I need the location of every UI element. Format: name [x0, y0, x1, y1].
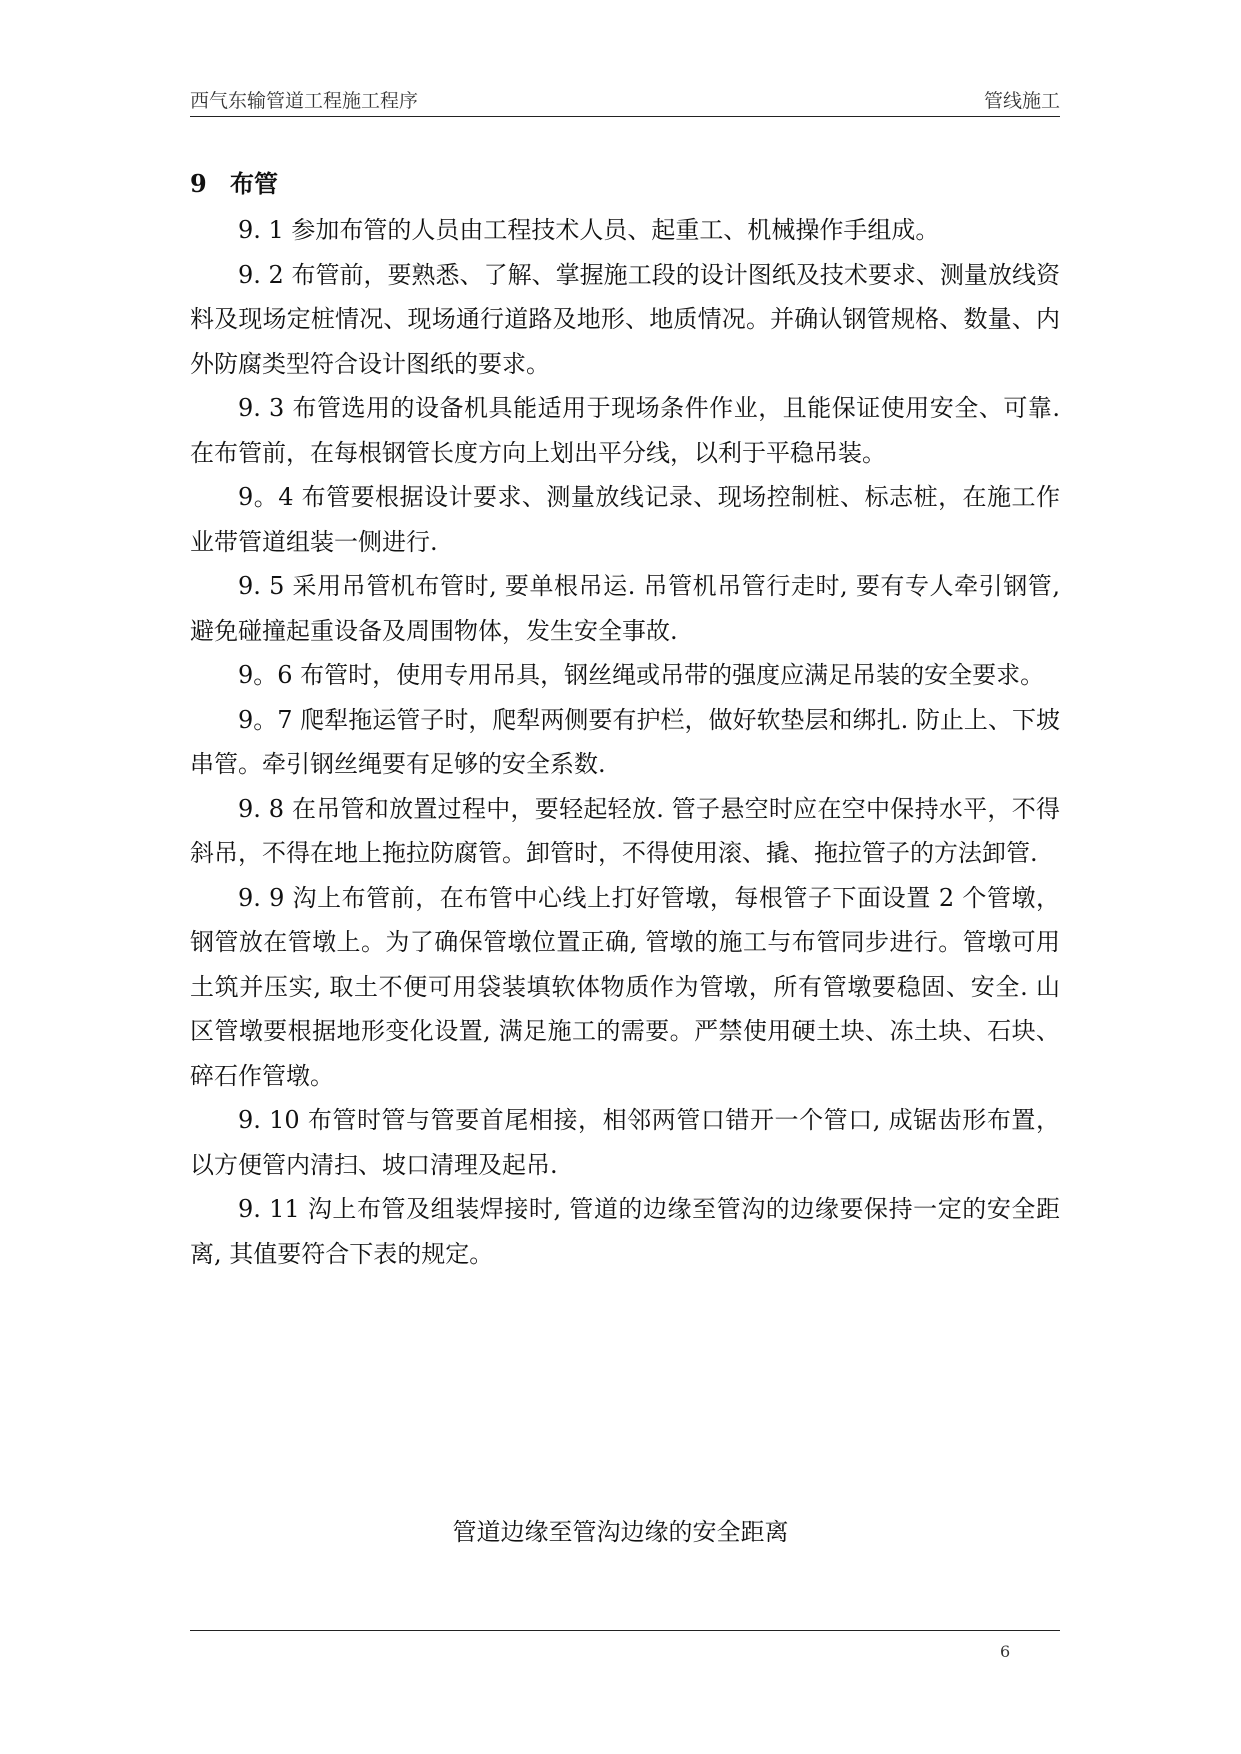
- paragraph-9-9: 9. 9 沟上布管前，在布管中心线上打好管墩，每根管子下面设置 2 个管墩，钢管放在管墩上。为了确保管墩位置正确, 管墩的施工与布管同步进行。管墩可用土筑并压实, 取土不便可用袋装填软体物质作为管墩，所有管墩要稳固、安全. 山区管墩要根据地形变化设置, 满足施工的需要。严禁使用硬土块、冻土块、石块、碎石作管墩。: [190, 883, 1060, 1090]
- paragraph-9-8: 9. 8 在吊管和放置过程中，要轻起轻放. 管子悬空时应在空中保持水平，不得斜吊，不得在地上拖拉防腐管。卸管时，不得使用滚、撬、拖拉管子的方法卸管.: [190, 794, 1060, 867]
- page-body: [190, 162, 1060, 1276]
- table-caption: 管道边缘至管沟边缘的安全距离: [452, 1518, 789, 1546]
- paragraph-9-6: 9。6 布管时，使用专用吊具，钢丝绳或吊带的强度应满足吊装的安全要求。: [238, 661, 1045, 689]
- header-document-title: 西气东输管道工程施工程序: [190, 90, 419, 112]
- paragraph-9-1: 9. 1 参加布管的人员由工程技术人员、起重工、机械操作手组成。: [238, 216, 940, 244]
- section-heading: [190, 162, 1060, 206]
- paragraph-9-2: 9. 2 布管前，要熟悉、了解、掌握施工段的设计图纸及技术要求、测量放线资料及现场定桩情况、现场通行道路及地形、地质情况。并确认钢管规格、数量、内外防腐类型符合设计图纸的要求。: [190, 260, 1060, 378]
- header-chapter-title: 管线施工: [983, 90, 1060, 112]
- paragraph-9-3: 9. 3 布管选用的设备机具能适用于现场条件作业，且能保证使用安全、可靠. 在布管前，在每根钢管长度方向上划出平分线，以利于平稳吊装。: [190, 394, 1060, 467]
- page-number: 6: [1000, 1642, 1011, 1661]
- paragraph-9-4: 9。4 布管要根据设计要求、测量放线记录、现场控制桩、标志桩，在施工作业带管道组装一侧进行.: [190, 483, 1060, 556]
- section-number: 9: [190, 169, 207, 198]
- paragraph-9-5: 9. 5 采用吊管机布管时, 要单根吊运. 吊管机吊管行走时, 要有专人牵引钢管, 避免碰撞起重设备及周围物体，发生安全事故.: [190, 572, 1060, 645]
- footer-divider: [190, 1630, 1060, 1631]
- page-header: [190, 86, 1060, 117]
- section-title: 布管: [230, 169, 278, 198]
- paragraph-9-10: 9. 10 布管时管与管要首尾相接，相邻两管口错开一个管口, 成锯齿形布置，以方便管内清扫、坡口清理及起吊.: [190, 1106, 1060, 1179]
- paragraph-9-7: 9。7 爬犁拖运管子时，爬犁两侧要有护栏，做好软垫层和绑扎. 防止上、下坡串管。牵引钢丝绳要有足够的安全系数.: [190, 705, 1060, 778]
- paragraph-9-11: 9. 11 沟上布管及组装焊接时, 管道的边缘至管沟的边缘要保持一定的安全距离, 其值要符合下表的规定。: [190, 1195, 1060, 1268]
